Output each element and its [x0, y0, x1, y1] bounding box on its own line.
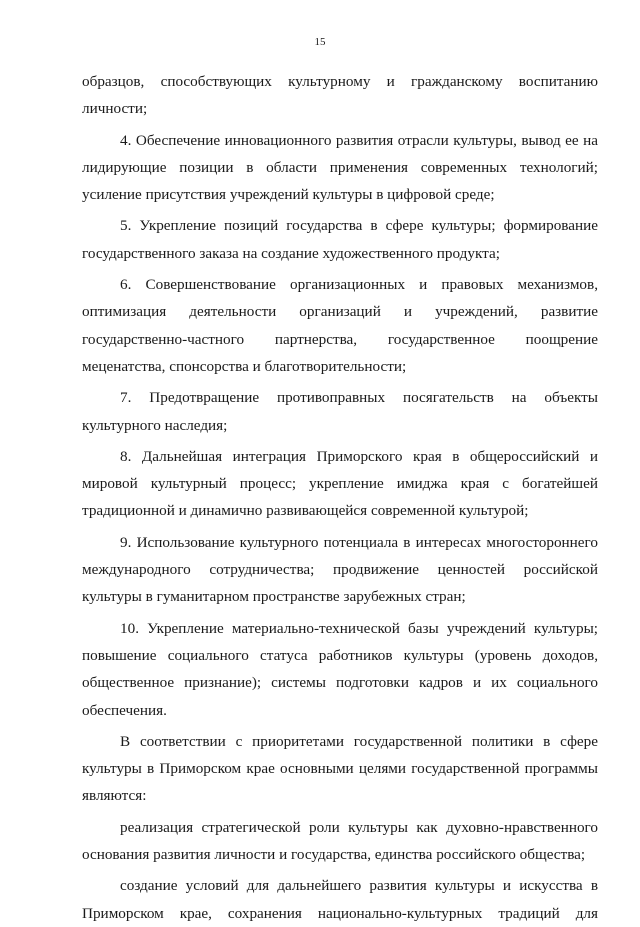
paragraph-item-10: 10. Укрепление материально-технической базы учреждений культуры; повышение социального статуса работников культуры (уровень доходов, общественное признание); системы подготовки кадров и их социального обеспечения.	[82, 619, 598, 719]
paragraph-goals-intro: В соответствии с приоритетами государственной политики в сфере культуры в Приморском крае основными целями государственной программы являются:	[82, 732, 598, 805]
paragraph-item-9: 9. Использование культурного потенциала в интересах многостороннего международного сотрудничества; продвижение ценностей российской культуры в гуманитарном пространстве зарубежных стран;	[82, 533, 598, 606]
paragraph-continuation: образцов, способствующих культурному и гражданскому воспитанию личности;	[82, 73, 598, 118]
document-body	[82, 68, 598, 927]
paragraph-goal-1: реализация стратегической роли культуры как духовно-нравственного основания развития личности и государства, единства российского общества;	[82, 818, 598, 864]
page-number: 15	[314, 36, 326, 48]
paragraph-item-5: 5. Укрепление позиций государства в сфере культуры; формирование государственного заказа на создание художественного продукта;	[82, 217, 598, 262]
paragraph-item-8: 8. Дальнейшая интеграция Приморского края в общероссийский и мировой культурный процесс; укрепление имиджа края с богатейшей традиционной и динамично развивающейся современной культурой;	[82, 447, 598, 520]
paragraph-item-4: 4. Обеспечение инновационного развития отрасли культуры, вывод ее на лидирующие позиции в области применения современных технологий; усиление присутствия учреждений культуры в цифровой среде;	[82, 131, 598, 204]
paragraph-item-7: 7. Предотвращение противоправных посягательств на объекты культурного наследия;	[82, 389, 598, 434]
paragraph-goal-2: создание условий для дальнейшего развития культуры и искусства в Приморском крае, сохранения национально-культурных традиций для	[82, 877, 598, 922]
paragraph-item-6: 6. Совершенствование организационных и правовых механизмов, оптимизация деятельности организаций и учреждений, развитие государственно-частного партнерства, государственное поощрение меценатства, спонсорства и благотворительности;	[82, 276, 598, 375]
